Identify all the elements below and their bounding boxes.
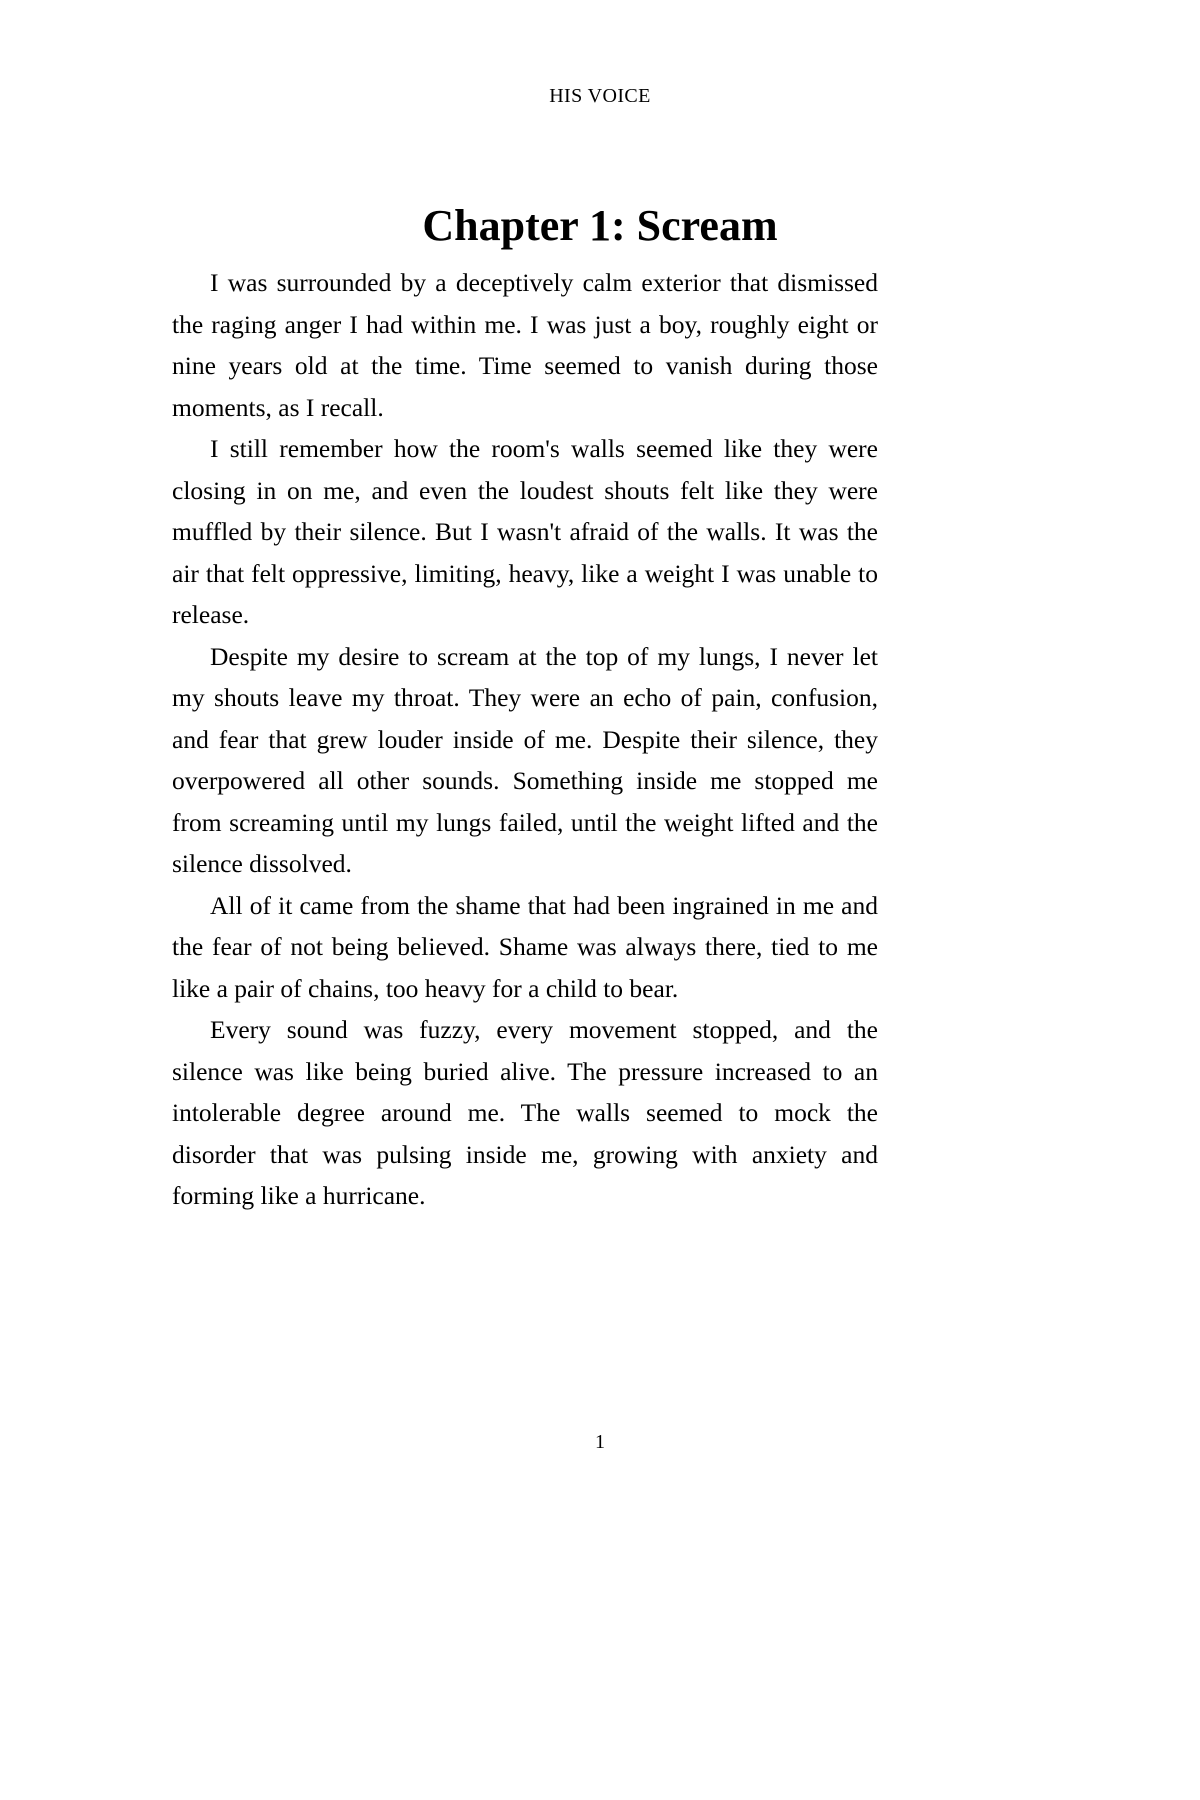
paragraph: I was surrounded by a deceptively calm exterior that dismissed the raging anger I had within me. I was just a boy, roughly eight or nine years old at the time. Time seemed to vanish during those moments, as I recall. <box>172 268 878 422</box>
running-header: HIS VOICE <box>549 85 651 107</box>
paragraph: Every sound was fuzzy, every movement stopped, and the silence was like being buried alive. The pressure increased to an intolerable degree around me. The walls seemed to mock the disorder that was pulsing inside me, growing with anxiety and forming like a hurricane. <box>172 1015 878 1210</box>
chapter-title: Chapter 1: Scream <box>422 201 778 251</box>
paragraph: All of it came from the shame that had been ingrained in me and the fear of not being believed. Shame was always there, tied to me like a pair of chains, too heavy for a child to bear. <box>172 890 878 1003</box>
paragraph: Despite my desire to scream at the top of my lungs, I never let my shouts leave my throat. They were an echo of pain, confusion, and fear that grew louder inside of me. Despite their silence, they overpowered all other sounds. Something inside me stopped me from screaming until my lungs failed, until the weight lifted and the silence dissolved. <box>172 641 878 878</box>
page-number: 1 <box>595 1431 605 1453</box>
paragraph: I still remember how the room's walls seemed like they were closing in on me, and even the loudest shouts felt like they were muffled by their silence. But I wasn't afraid of the walls. It was the air that felt oppressive, limiting, heavy, like a weight I was unable to release. <box>172 434 878 629</box>
body-text <box>172 262 878 1217</box>
